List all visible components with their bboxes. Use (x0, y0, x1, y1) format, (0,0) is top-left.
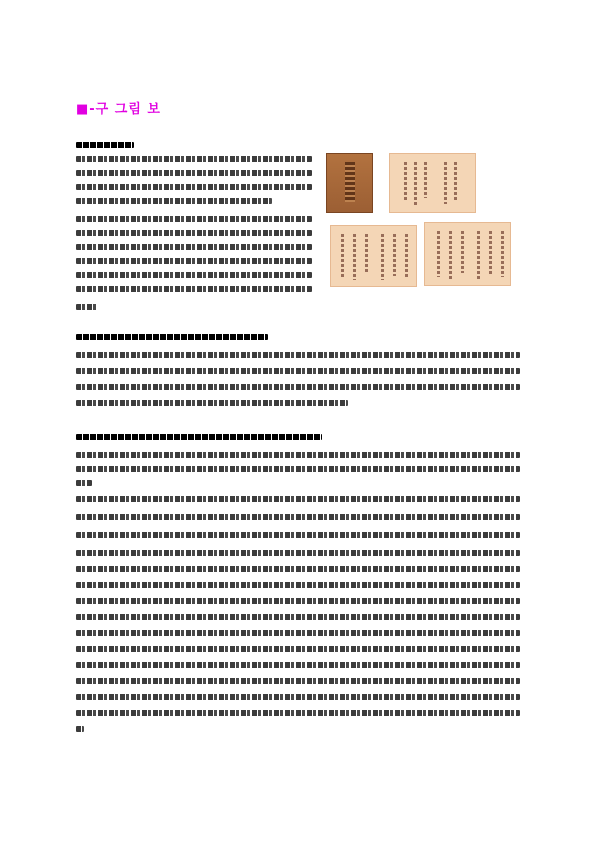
text-line (76, 646, 520, 652)
text-line (76, 286, 312, 292)
text-line (76, 514, 520, 520)
text-line (76, 156, 312, 162)
text-line (76, 496, 520, 502)
document-title (76, 98, 166, 118)
text-line (76, 244, 312, 250)
document-title-text: ■-구 그림 보 (76, 102, 161, 117)
text-line (76, 710, 520, 716)
text-line (76, 258, 312, 264)
text-line (76, 216, 312, 222)
text-line (76, 582, 520, 588)
text-line (76, 384, 520, 390)
text-line (76, 272, 312, 278)
text-line (76, 466, 520, 472)
text-line (76, 566, 520, 572)
text-line (76, 230, 312, 236)
section-heading (76, 334, 268, 340)
text-line (76, 368, 520, 374)
text-line (76, 304, 98, 310)
text-line (76, 352, 520, 358)
book-spine (345, 162, 355, 202)
text-line (76, 694, 520, 700)
manuscript-page-image-3 (424, 222, 511, 286)
text-line (76, 550, 520, 556)
manuscript-page-image-1 (389, 153, 476, 213)
section-heading (76, 434, 322, 440)
section-heading (76, 142, 134, 148)
text-line (76, 400, 348, 406)
book-cover-image (326, 153, 373, 213)
text-line (76, 184, 312, 190)
text-line (76, 630, 520, 636)
text-line (76, 662, 520, 668)
text-line (76, 726, 84, 732)
manuscript-page-image-2 (330, 225, 417, 287)
text-line (76, 598, 520, 604)
text-line (76, 614, 520, 620)
text-line (76, 198, 272, 204)
text-line (76, 170, 312, 176)
text-line (76, 678, 520, 684)
text-line (76, 532, 520, 538)
text-line (76, 480, 92, 486)
text-line (76, 452, 520, 458)
